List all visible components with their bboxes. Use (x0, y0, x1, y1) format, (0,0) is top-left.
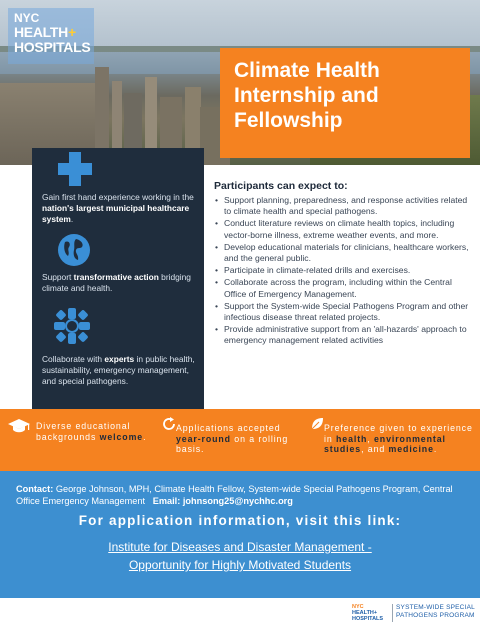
title-line3: Fellowship (234, 109, 343, 132)
medical-cross-icon (58, 152, 92, 186)
application-link-line1[interactable]: Institute for Diseases and Disaster Management - (108, 540, 372, 554)
title-box (220, 48, 470, 158)
highlight-text: Preference given to experience in (324, 423, 473, 444)
highlight-text: . (143, 431, 147, 442)
footer-program-line1: SYSTEM-WIDE SPECIAL (396, 604, 475, 611)
highlight-text: , and (361, 444, 389, 454)
email-label: Email: (152, 496, 181, 506)
benefit-bold: nation's largest municipal healthcare system (42, 203, 190, 224)
highlight-bold: medicine (388, 444, 434, 454)
footer-program (396, 604, 476, 620)
contact-label: Contact: (16, 484, 54, 494)
highlight-text: on a rolling basis. (176, 433, 289, 454)
footer-logo-name: HEALTH+ HOSPITALS (352, 610, 384, 622)
benefit-text: bridging climate and health. (42, 272, 191, 293)
logo-line1: NYC (14, 11, 40, 25)
highlight-preference (310, 417, 476, 455)
highlights-band (0, 409, 480, 471)
footer-divider (392, 604, 393, 622)
list-item: • Support the System-wide Special Pathogens Program and other infectious disease threat related projects. (214, 301, 472, 323)
highlight-text: Applications accepted (176, 423, 281, 433)
benefit-text: . (70, 214, 74, 224)
footer-logo-nyc: NYC (352, 604, 364, 610)
logo-plus: + (67, 24, 76, 40)
benefit-bold: experts (104, 354, 135, 364)
list-item: • Develop educational materials for clinicians, healthcare workers, and the general public. (214, 242, 472, 264)
participants-list (214, 195, 472, 347)
highlight-bold: environmental studies (324, 433, 446, 454)
highlight-backgrounds (8, 417, 156, 442)
participants-heading: Participants can expect to: (214, 180, 348, 192)
globe-icon (56, 232, 92, 268)
application-info-heading: For application information, visit this link: (78, 513, 402, 528)
list-item: • Participate in climate-related drills and exercises. (214, 265, 472, 276)
email-address[interactable]: johnsong25@nychhc.org (180, 496, 293, 506)
nyc-health-hospitals-logo (8, 8, 94, 64)
benefit-text: Collaborate with (42, 354, 105, 364)
footer-logo (352, 604, 390, 626)
list-item: • Support planning, preparedness, and response activities related to climate health and special pathogens. (214, 195, 472, 217)
contact-text: George Johnson, MPH, Climate Health Fellow, System-wide Special Pathogens Program, Central Office Emergency Management (16, 484, 453, 506)
highlight-text: . (433, 444, 438, 454)
footer-program-line2: PATHOGENS PROGRAM (396, 612, 475, 619)
highlight-bold: health (336, 433, 368, 444)
benefits-panel (32, 148, 204, 410)
refresh-icon (162, 417, 176, 431)
benefit-text: in public health, sustainability, emergency management, and special pathogens. (42, 354, 195, 386)
leaf-icon (310, 417, 324, 431)
benefit-collaborate (42, 354, 198, 387)
application-link-line2[interactable]: Opportunity for Highly Motivated Students (128, 558, 352, 572)
footer (0, 598, 480, 640)
title-line1: Climate Health (234, 59, 380, 82)
graduation-cap-icon (8, 419, 30, 433)
logo-line3: HOSPITALS (14, 39, 91, 55)
benefit-experience (42, 192, 198, 225)
list-item: • Conduct literature reviews on climate health topics, including vector-borne illness, extreme weather events, and more. (214, 218, 472, 240)
highlight-rolling (162, 417, 302, 455)
collaboration-hands-icon (52, 306, 92, 346)
benefit-text: Gain first hand experience working in the (42, 192, 194, 202)
contact-info (16, 483, 466, 507)
benefit-bold: transformative action (73, 272, 159, 282)
application-link[interactable] (0, 538, 480, 574)
benefit-text: Support (42, 272, 74, 282)
highlight-text: Diverse educational backgrounds (36, 421, 131, 442)
list-item: • Collaborate across the program, including within the Central Office of Emergency Management. (214, 277, 472, 299)
participants-section (214, 180, 472, 348)
title-line2: Internship and (234, 84, 379, 107)
highlight-text: , (367, 433, 375, 444)
highlight-bold: welcome (99, 431, 144, 442)
list-item: • Provide administrative support from an 'all-hazards' approach to emergency management related activities (214, 324, 472, 346)
benefit-action (42, 272, 198, 294)
contact-band (0, 471, 480, 598)
logo-line2: HEALTH (14, 24, 68, 40)
highlight-bold: year-round (176, 433, 231, 444)
